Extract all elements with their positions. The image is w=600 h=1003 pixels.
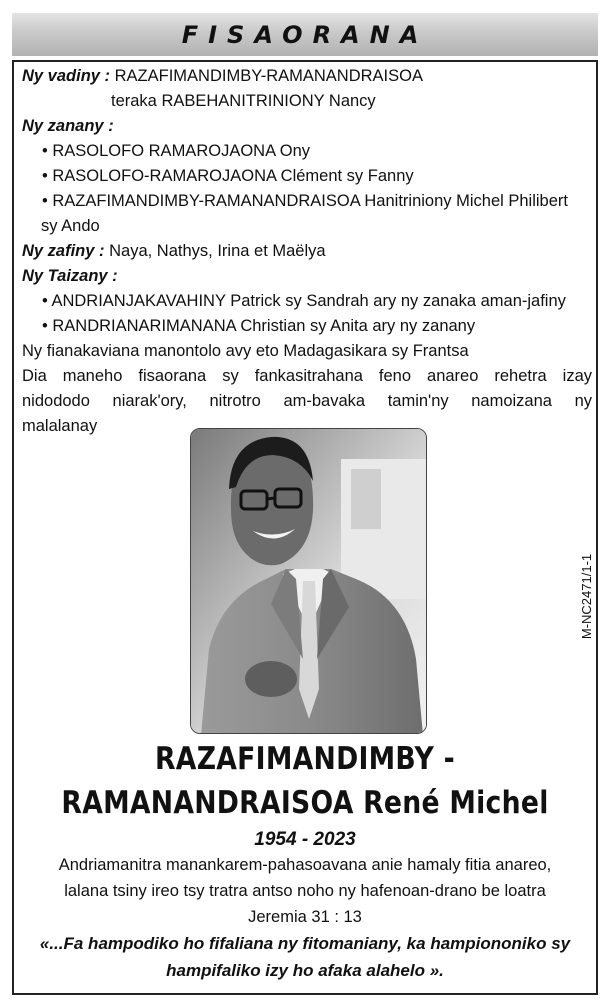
deceased-name-line2: RAMANANDRAISOA René Michel xyxy=(61,785,549,821)
page-title: FISAORANA xyxy=(181,20,429,49)
thanks-line: nidododo niarak'ory, nitrotro am-bavaka tamin'ny namoizana ny xyxy=(22,392,592,410)
relatives-line: Ny fianakaviana manontolo avy eto Madagasikara sy Frantsa xyxy=(22,342,469,360)
reference-code-box xyxy=(572,546,600,646)
verse-line: lalana tsiny ireo tsy tratra antso noho ny hafenoan-drano be loatra xyxy=(64,882,546,900)
thanks-line: malalanay xyxy=(22,417,98,435)
widow-line xyxy=(22,64,592,89)
widow-name: RAZAFIMANDIMBY-RAMANANDRAISOA xyxy=(114,67,423,85)
verse-line: Andriamanitra manankarem-pahasoavana anie hamaly fitia anareo, xyxy=(58,856,552,874)
verse-reference: Jeremia 31 : 13 xyxy=(248,908,362,926)
grandchildren-names: Naya, Nathys, Irina et Maëlya xyxy=(109,242,326,260)
grandchildren-label: Ny zafiny : xyxy=(22,242,105,260)
widow-label: Ny vadiny : xyxy=(22,67,111,85)
family-section xyxy=(22,64,592,439)
header-banner xyxy=(12,13,598,56)
list-item: • RAZAFIMANDIMBY-RAMANANDRAISOA Hanitriniony Michel Philibert xyxy=(42,192,568,210)
list-item: • RANDRIANARIMANANA Christian sy Anita ary ny zanany xyxy=(42,317,476,335)
quote-line: «...Fa hampodiko ho fifaliana ny fitomaniany, ka hampiononiko sy xyxy=(39,934,571,953)
list-item: • ANDRIANJAKAVAHINY Patrick sy Sandrah ary ny zanaka aman-jafiny xyxy=(42,292,566,310)
list-item: • RASOLOFO RAMAROJAONA Ony xyxy=(42,142,311,160)
reference-code: M-NC2471/1-1 xyxy=(579,553,595,639)
grandchildren-line xyxy=(22,239,592,264)
life-years: 1954 - 2023 xyxy=(254,829,356,850)
children-label: Ny zanany : xyxy=(22,117,114,135)
thanks-line: Dia maneho fisaorana sy fankasitrahana feno anareo rehetra izay xyxy=(22,367,592,385)
inlaws-label: Ny Taizany : xyxy=(22,267,118,285)
widow-born: teraka RABEHANITRINIONY Nancy xyxy=(111,92,376,110)
children-continuation: sy Ando xyxy=(41,217,100,235)
portrait-photo xyxy=(190,428,427,734)
list-item: • RASOLOFO-RAMAROJAONA Clément sy Fanny xyxy=(42,167,414,185)
deceased-name-line1: RAZAFIMANDIMBY - xyxy=(155,741,455,777)
quote-line: hampifaliko izy ho afaka alahelo ». xyxy=(166,961,444,980)
